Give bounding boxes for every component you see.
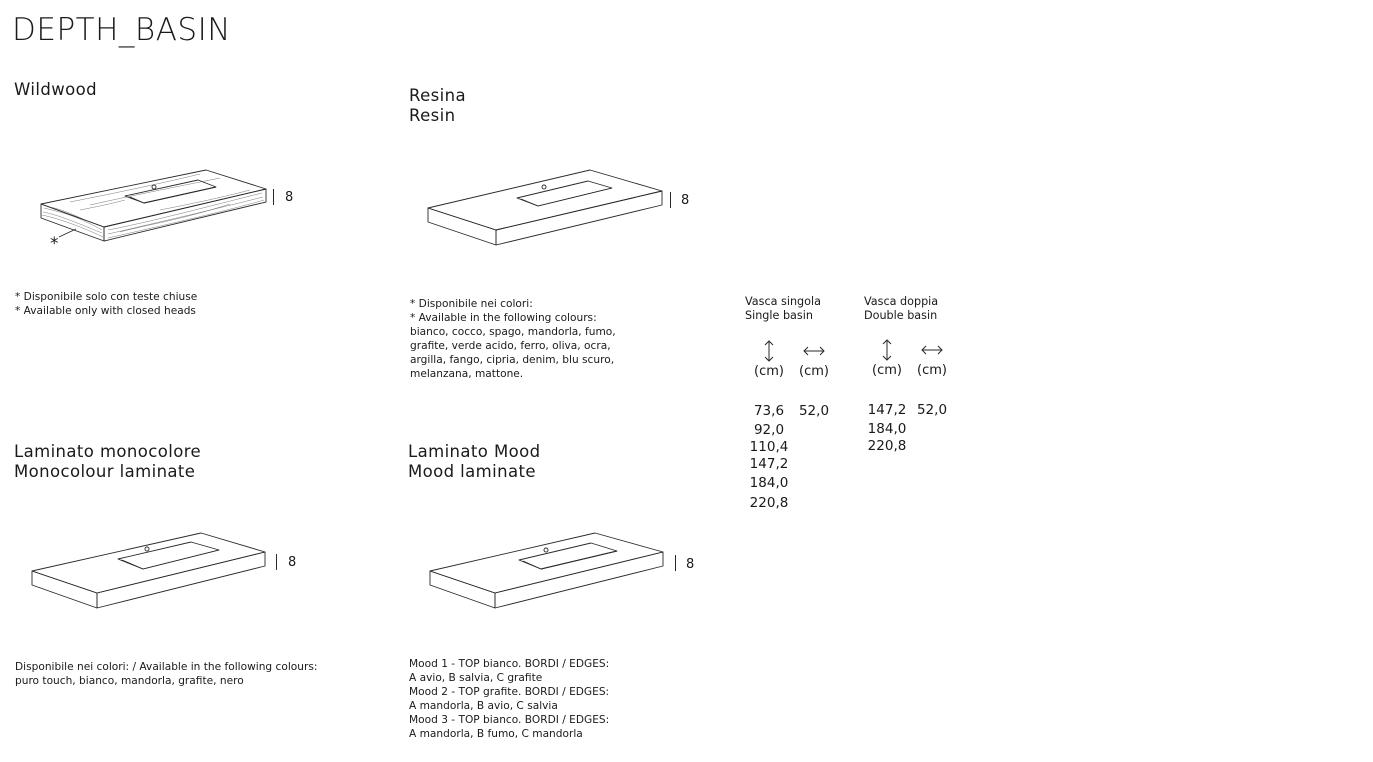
vertical-arrow-icon bbox=[762, 339, 776, 363]
double-basin-label-it: Vasca doppia bbox=[864, 295, 939, 308]
double-basin-length-unit: (cm) bbox=[872, 363, 902, 378]
single-basin-depth-unit: (cm) bbox=[799, 364, 829, 379]
resin-note-5: argilla, fango, cipria, denim, blu scuro, bbox=[410, 354, 615, 366]
page-title: DEPTH_BASIN bbox=[12, 12, 231, 48]
resin-note-2: * Available in the following colours: bbox=[410, 312, 597, 324]
single-basin-length: 184,0 bbox=[749, 475, 789, 491]
resin-title-it: Resina bbox=[409, 86, 467, 105]
mood-note-3: Mood 2 - TOP grafite. BORDI / EDGES: bbox=[409, 686, 610, 698]
mood-title-en: Mood laminate bbox=[408, 462, 536, 481]
resin-top-drawing bbox=[420, 163, 670, 253]
double-basin-depth: 52,0 bbox=[916, 402, 948, 418]
resin-note-3: bianco, cocco, spago, mandorla, fumo, bbox=[410, 326, 616, 338]
wildwood-title: Wildwood bbox=[14, 80, 97, 99]
monocolour-thickness-bar bbox=[276, 554, 277, 570]
resin-title-en: Resin bbox=[409, 106, 456, 125]
monocolour-top-drawing bbox=[25, 526, 275, 616]
mood-note-5: Mood 3 - TOP bianco. BORDI / EDGES: bbox=[409, 714, 610, 726]
mood-title-it: Laminato Mood bbox=[408, 442, 541, 461]
double-basin-length: 220,8 bbox=[867, 438, 907, 454]
single-basin-label-en: Single basin bbox=[745, 309, 813, 322]
double-basin-length: 147,2 bbox=[867, 402, 907, 418]
mood-note-1: Mood 1 - TOP bianco. BORDI / EDGES: bbox=[409, 658, 610, 670]
wildwood-top-drawing bbox=[30, 160, 280, 250]
single-basin-label-it: Vasca singola bbox=[745, 295, 821, 308]
single-basin-length-unit: (cm) bbox=[754, 364, 784, 379]
mood-note-4: A mandorla, B avio, C salvia bbox=[409, 700, 558, 712]
single-basin-depth: 52,0 bbox=[798, 403, 830, 419]
single-basin-length: 110,4 bbox=[749, 439, 789, 455]
horizontal-arrow-icon bbox=[920, 343, 944, 357]
single-basin-length: 73,6 bbox=[753, 403, 785, 419]
resin-note-1: * Disponibile nei colori: bbox=[410, 298, 533, 310]
double-basin-length: 184,0 bbox=[867, 421, 907, 437]
single-basin-length: 147,2 bbox=[749, 456, 789, 472]
mood-note-2: A avio, B salvia, C grafite bbox=[409, 672, 543, 684]
wildwood-note-1: * Disponibile solo con teste chiuse bbox=[15, 291, 198, 303]
single-basin-length: 220,8 bbox=[749, 495, 789, 511]
monocolour-title-it: Laminato monocolore bbox=[14, 442, 202, 461]
mood-thickness-bar bbox=[675, 555, 676, 571]
wildwood-note-2: * Available only with closed heads bbox=[15, 305, 196, 317]
double-basin-depth-unit: (cm) bbox=[917, 363, 947, 378]
wildwood-thickness: 8 bbox=[285, 190, 294, 205]
mood-top-drawing bbox=[423, 526, 673, 616]
horizontal-arrow-icon bbox=[802, 344, 826, 358]
monocolour-thickness: 8 bbox=[288, 555, 297, 570]
mood-thickness: 8 bbox=[686, 557, 695, 572]
single-basin-length: 92,0 bbox=[753, 422, 785, 438]
resin-note-6: melanzana, mattone. bbox=[410, 368, 524, 380]
resin-note-4: grafite, verde acido, ferro, oliva, ocra, bbox=[410, 340, 611, 352]
resin-thickness-bar bbox=[670, 192, 671, 208]
wildwood-marker: * bbox=[50, 234, 59, 254]
monocolour-title-en: Monocolour laminate bbox=[14, 462, 196, 481]
mood-note-6: A mandorla, B fumo, C mandorla bbox=[409, 728, 583, 740]
vertical-arrow-icon bbox=[880, 338, 894, 362]
resin-thickness: 8 bbox=[681, 193, 690, 208]
wildwood-thickness-bar bbox=[273, 189, 274, 205]
double-basin-label-en: Double basin bbox=[864, 309, 938, 322]
monocolour-note-2: puro touch, bianco, mandorla, grafite, nero bbox=[15, 675, 244, 687]
monocolour-note-1: Disponibile nei colori: / Available in the following colours: bbox=[15, 661, 318, 673]
